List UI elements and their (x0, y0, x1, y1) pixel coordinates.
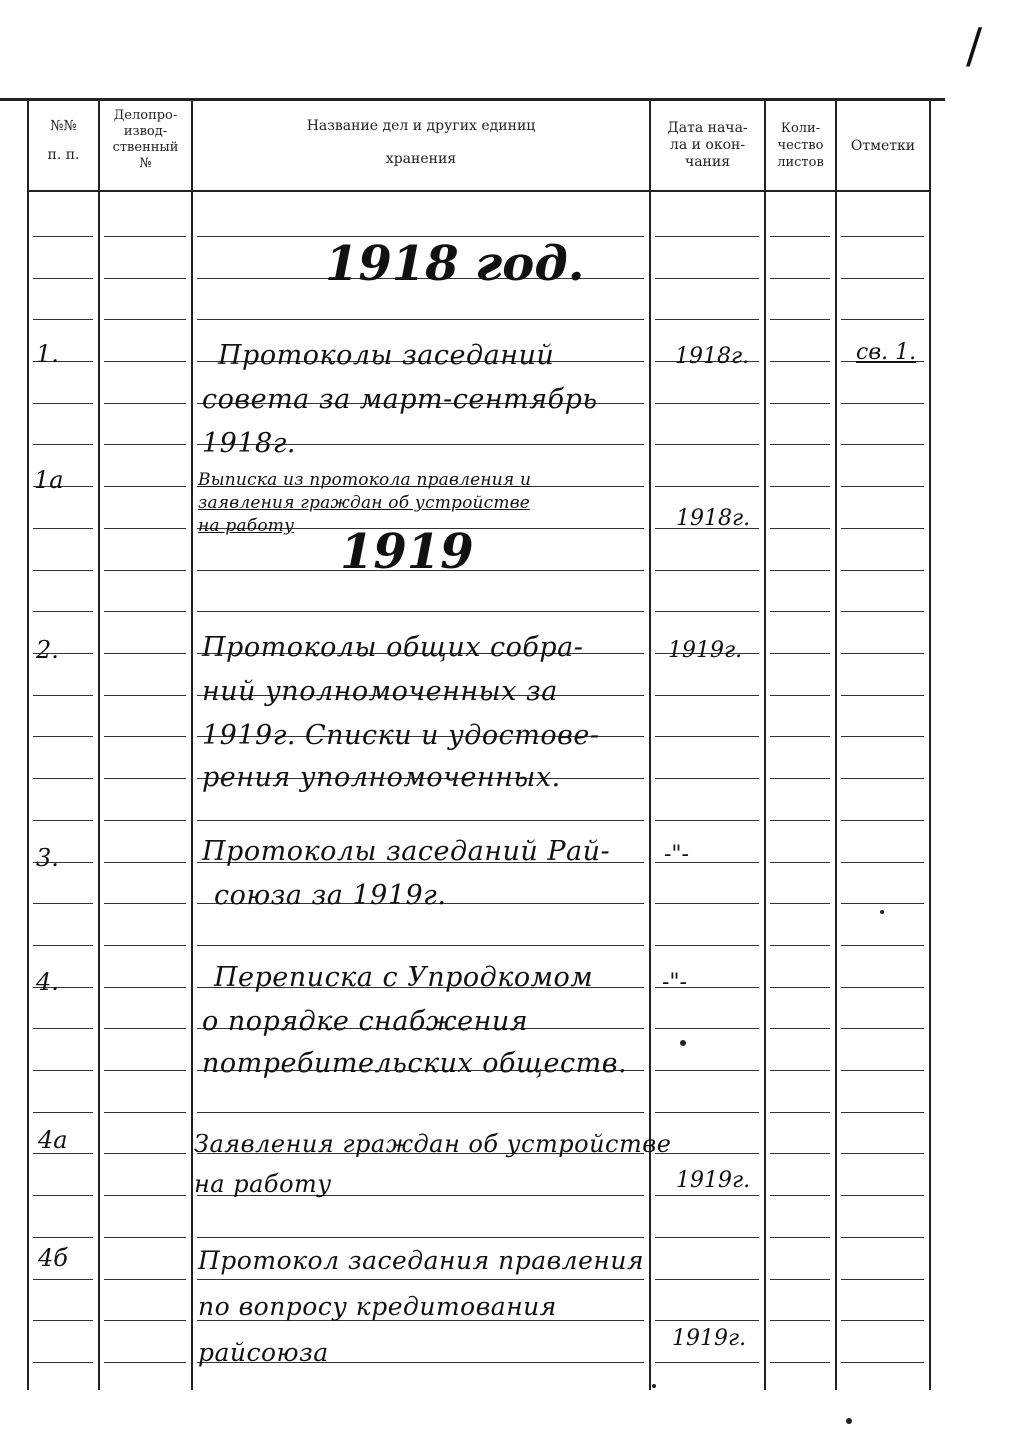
ruled-line (104, 1195, 186, 1196)
ruled-line (655, 486, 759, 487)
ruled-line (197, 1237, 644, 1238)
ruled-line (770, 695, 830, 696)
ruled-line (770, 903, 830, 904)
ruled-line (770, 736, 830, 737)
scan-speck (846, 1418, 852, 1424)
ruled-line (841, 486, 924, 487)
ruled-line (104, 1320, 186, 1321)
ruled-line (770, 653, 830, 654)
ruled-line (655, 1028, 759, 1029)
ruled-line (841, 1320, 924, 1321)
ruled-line (104, 611, 186, 612)
ruled-line (841, 778, 924, 779)
ruled-line (33, 820, 93, 821)
ruled-line (655, 1320, 759, 1321)
ruled-line (655, 736, 759, 737)
entry-title-line: потребительских обществ. (202, 1048, 628, 1079)
ruled-line (104, 945, 186, 946)
ruled-line (841, 1112, 924, 1113)
column-line (835, 100, 837, 1390)
ruled-line (655, 319, 759, 320)
ruled-line (770, 403, 830, 404)
entry-title-line: ний уполномоченных за (202, 676, 558, 707)
ruled-line (655, 1195, 759, 1196)
ruled-line (655, 403, 759, 404)
ruled-line (841, 444, 924, 445)
column-line (27, 100, 29, 1390)
ruled-line (655, 820, 759, 821)
entry-title-line: Протоколы заседаний Рай- (202, 836, 611, 867)
ruled-line (655, 444, 759, 445)
entry-date: -"- (662, 970, 687, 995)
header-notes-col: Отметки (850, 138, 916, 154)
ruled-line (841, 820, 924, 821)
ruled-line (655, 1112, 759, 1113)
ruled-line (655, 236, 759, 237)
entry-date: 1919г. (668, 638, 743, 663)
ruled-line (655, 278, 759, 279)
ruled-line (655, 1279, 759, 1280)
ruled-line (770, 778, 830, 779)
ruled-line (655, 1237, 759, 1238)
header-dates-col: Дата нача- ла и окон- чания (667, 120, 748, 170)
ruled-line (841, 987, 924, 988)
ruled-line (33, 1362, 93, 1363)
ruled-line (770, 945, 830, 946)
entry-title-line: на работу (198, 516, 295, 536)
entry-title-line: совета за март-сентябрь (202, 384, 598, 415)
ruled-line (841, 736, 924, 737)
ruled-line (197, 319, 644, 320)
ruled-line (104, 444, 186, 445)
ruled-line (104, 653, 186, 654)
ruled-line (655, 778, 759, 779)
column-line (764, 100, 766, 1390)
ruled-line (655, 695, 759, 696)
margin-mark: / (966, 18, 983, 74)
ruled-line (104, 319, 186, 320)
ruled-line (104, 862, 186, 863)
ruled-line (841, 236, 924, 237)
ruled-line (841, 1070, 924, 1071)
ruled-line (770, 528, 830, 529)
ruled-line (104, 1279, 186, 1280)
ruled-line (104, 361, 186, 362)
entry-date: -"- (664, 842, 689, 867)
ruled-line (104, 736, 186, 737)
ruled-line (104, 1070, 186, 1071)
entry-title-line: 1918г. (202, 428, 296, 459)
ruled-line (841, 403, 924, 404)
entry-title-line: о порядке снабжения (202, 1006, 529, 1037)
ruled-line (104, 695, 186, 696)
entry-date: 1918г. (676, 506, 751, 531)
entry-date: 1919г. (672, 1326, 747, 1351)
scan-speck (652, 1384, 656, 1388)
header-number-col: №№ п. п. (47, 118, 80, 163)
ruled-line (33, 236, 93, 237)
ruled-line (841, 278, 924, 279)
ruled-line (104, 1028, 186, 1029)
ruled-line (33, 1112, 93, 1113)
ruled-line (770, 820, 830, 821)
ruled-line (841, 945, 924, 946)
ruled-line (770, 570, 830, 571)
ruled-line (841, 611, 924, 612)
ruled-line (770, 611, 830, 612)
ruled-line (770, 1028, 830, 1029)
ruled-line (770, 1112, 830, 1113)
ruled-line (104, 278, 186, 279)
ruled-line (841, 528, 924, 529)
entry-title-line: заявления граждан об устройстве (198, 493, 531, 513)
entry-title-line: Протоколы общих собра- (202, 632, 584, 663)
ruled-line (104, 236, 186, 237)
ruled-line (770, 361, 830, 362)
ruled-line (841, 1279, 924, 1280)
entry-title-line: Выписка из протокола правления и (198, 470, 532, 490)
ruled-line (197, 1279, 644, 1280)
ruled-line (841, 653, 924, 654)
entry-number: 4а (38, 1126, 68, 1154)
ruled-line (33, 1070, 93, 1071)
ruled-line (33, 403, 93, 404)
ruled-line (33, 903, 93, 904)
ruled-line (33, 945, 93, 946)
ruled-line (770, 1195, 830, 1196)
ruled-line (197, 1112, 644, 1113)
ruled-line (841, 695, 924, 696)
ruled-line (197, 945, 644, 946)
year-heading-1919: 1919 (340, 524, 474, 580)
ruled-line (841, 903, 924, 904)
ruled-line (104, 1237, 186, 1238)
ruled-line (770, 1237, 830, 1238)
ruled-line (770, 862, 830, 863)
ruled-line (33, 778, 93, 779)
entry-title-line: союза за 1919г. (214, 880, 447, 911)
ruled-line (33, 611, 93, 612)
ruled-line (770, 1362, 830, 1363)
ruled-line (33, 736, 93, 737)
entry-title-line: рения уполномоченных. (202, 762, 561, 793)
ruled-line (104, 1362, 186, 1363)
ruled-line (33, 1279, 93, 1280)
column-line (649, 100, 651, 1390)
entry-number: 4. (36, 968, 59, 996)
entry-title-line: на работу (194, 1170, 332, 1198)
ruled-line (655, 611, 759, 612)
entry-title-line: 1919г. Списки и удостове- (202, 720, 600, 751)
ruled-line (655, 570, 759, 571)
header-bottom-border (27, 190, 931, 192)
entry-title-line: по вопросу кредитования (198, 1292, 557, 1321)
ruled-line (33, 1320, 93, 1321)
entry-date: 1918г. (675, 344, 750, 369)
scan-speck (880, 910, 884, 914)
column-line (929, 100, 931, 1390)
ruled-line (197, 611, 644, 612)
ruled-line (655, 945, 759, 946)
entry-title-line: Переписка с Упродкомом (214, 962, 594, 993)
ruled-line (770, 444, 830, 445)
ruled-line (33, 1195, 93, 1196)
header-sheets-col: Коли- чество листов (777, 121, 824, 170)
entry-number: 4б (38, 1244, 68, 1272)
ruled-line (841, 1028, 924, 1029)
ruled-line (33, 1237, 93, 1238)
ruled-line (33, 570, 93, 571)
entry-title-line: Протокол заседания правления (198, 1246, 645, 1275)
ruled-line (104, 528, 186, 529)
ruled-line (770, 1070, 830, 1071)
ruled-line (33, 528, 93, 529)
ruled-line (104, 903, 186, 904)
ruled-line (104, 570, 186, 571)
ruled-line (104, 778, 186, 779)
year-heading-1918: 1918 год. (325, 236, 585, 292)
ruled-line (33, 278, 93, 279)
table-top-border (0, 98, 945, 101)
ruled-line (770, 486, 830, 487)
entry-note: св. 1. (856, 340, 917, 365)
ruled-line (104, 987, 186, 988)
ruled-line (841, 862, 924, 863)
ruled-line (104, 486, 186, 487)
ruled-line (770, 236, 830, 237)
entry-title-line: райсоюза (198, 1338, 329, 1367)
entry-title-line: Протоколы заседаний (218, 340, 555, 371)
ruled-line (33, 695, 93, 696)
ruled-line (770, 278, 830, 279)
column-line (98, 100, 100, 1390)
ruled-line (770, 987, 830, 988)
ruled-line (655, 1070, 759, 1071)
ruled-line (655, 1362, 759, 1363)
entry-number: 3. (36, 844, 59, 872)
entry-number: 1. (36, 340, 59, 368)
ruled-line (770, 319, 830, 320)
column-line (191, 100, 193, 1390)
ruled-line (104, 1112, 186, 1113)
entry-title-line: Заявления граждан об устройстве (194, 1130, 672, 1158)
ruled-line (770, 1320, 830, 1321)
ruled-line (655, 903, 759, 904)
ruled-line (104, 403, 186, 404)
ruled-line (104, 820, 186, 821)
ruled-line (770, 1153, 830, 1154)
ruled-line (841, 1362, 924, 1363)
entry-number: 1а (34, 466, 64, 494)
ruled-line (841, 1195, 924, 1196)
scan-speck (680, 1040, 686, 1046)
ruled-line (33, 444, 93, 445)
entry-date: 1919г. (676, 1168, 751, 1193)
ruled-line (33, 1028, 93, 1029)
ruled-line (841, 1237, 924, 1238)
ruled-line (841, 1153, 924, 1154)
entry-number: 2. (36, 636, 59, 664)
ruled-line (841, 319, 924, 320)
header-title-col: Название дел и других единиц хранения (306, 118, 536, 167)
ruled-line (197, 820, 644, 821)
ruled-line (104, 1153, 186, 1154)
ruled-line (770, 1279, 830, 1280)
ruled-line (841, 570, 924, 571)
header-office-number-col: Делопро- извод- ственный № (112, 108, 179, 171)
ruled-line (33, 319, 93, 320)
